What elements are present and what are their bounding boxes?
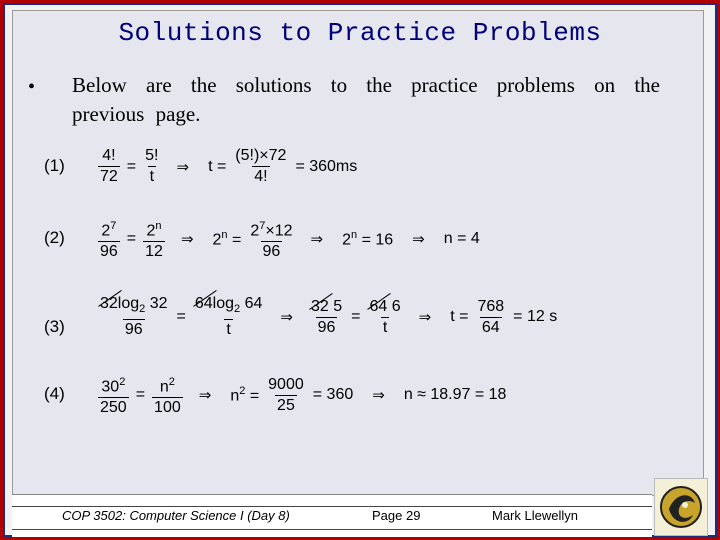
equals-sign: = [135,386,146,404]
numerator: 2$^n$ [146,220,162,240]
fraction [143,146,160,187]
denominator: t [382,318,388,336]
implies-arrow: ⇒ [372,387,385,405]
implies-arrow: ⇒ [180,231,194,249]
numerator: 768 [477,297,505,315]
final-answer: n = 4 [443,230,480,248]
implies-arrow: ⇒ [310,231,324,249]
denominator: 64 [481,318,500,336]
equation-lhs: t = [208,157,227,175]
final-answer: n ≈ 18.97 = 18 [403,386,507,404]
fraction [98,372,129,418]
denominator: 96 [262,243,281,261]
implies-arrow: ⇒ [280,309,293,327]
problem-3-label: (3) [44,317,65,336]
footer-page-number: Page 29 [372,508,421,523]
denominator: 96 [317,318,336,336]
fraction [98,216,120,262]
denominator: 25 [277,396,295,414]
denominator: 100 [154,399,181,417]
numerator: 9000 [268,375,304,393]
numerator: 32 5 [309,297,344,317]
equals-sign: = [351,308,361,326]
numerator: $n^2$ [159,376,175,396]
result: = 12 s [513,308,558,326]
equals-sign: = [176,308,186,326]
cancelled-term: 64 [195,294,213,314]
result: = 360 [312,386,354,404]
numerator: 32 $\log_2 32$ [98,294,170,319]
fraction [475,297,506,338]
problem-4-solution [96,372,511,418]
fraction [266,375,306,416]
numerator: 5! [145,147,159,164]
numerator: $2^7$ [101,220,117,240]
slide-title: Solutions to Practice Problems [118,18,602,48]
implies-arrow: ⇒ [176,158,190,176]
fraction [98,294,170,340]
numerator: (5!)×72 [235,147,287,164]
problem-4-label: (4) [44,384,65,403]
problem-3-solution [96,294,562,340]
equals-sign: = [126,157,137,175]
denominator: 72 [100,168,118,185]
denominator: t [226,321,231,339]
implies-arrow: ⇒ [198,387,212,405]
fraction [309,297,344,338]
numerator: $2^7\times 12$ [250,220,293,240]
fraction [152,372,183,418]
power-result: 2$^n$ = 16 [342,228,394,249]
pegasus-logo-icon [655,479,707,535]
fraction [233,146,288,187]
footer-course: COP 3502: Computer Science I (Day 8) [62,508,290,523]
equals-sign: = [126,230,137,248]
equation-lhs: t = [450,308,469,326]
intro-text: Below are the solutions to the practice problems on the previous page. [72,73,660,126]
bullet-point: • [28,76,36,98]
problem-2-label: (2) [44,228,65,247]
denominator: 96 [100,243,118,261]
footer-author: Mark Llewellyn [492,508,578,523]
cancelled-term: 32 [100,294,118,314]
denominator: 250 [100,399,127,417]
problem-1-label: (1) [44,156,65,175]
problem-1-solution [96,146,362,187]
result: = 360ms [295,157,358,175]
fraction [193,294,265,340]
fraction [367,297,402,338]
cancelled-term: 32 [311,297,329,317]
problem-2-solution [96,216,485,262]
denominator: 96 [124,321,143,339]
implies-arrow: ⇒ [412,231,425,249]
power-term: 2$^n$ = [212,228,242,249]
denominator: 12 [145,243,163,261]
numerator: $30^2$ [101,376,126,396]
numerator: 64 6 [367,297,402,317]
fraction [98,146,120,187]
numerator: 4! [102,147,116,164]
power-term: $n^2$ = [230,384,260,405]
university-logo [654,478,708,536]
denominator: t [149,168,155,185]
numerator: 64 $\log_2 64$ [193,294,265,319]
fraction [143,216,165,262]
cancelled-term: 64 [369,297,387,317]
fraction [248,216,294,262]
denominator: 4! [254,168,268,185]
implies-arrow: ⇒ [418,309,432,327]
